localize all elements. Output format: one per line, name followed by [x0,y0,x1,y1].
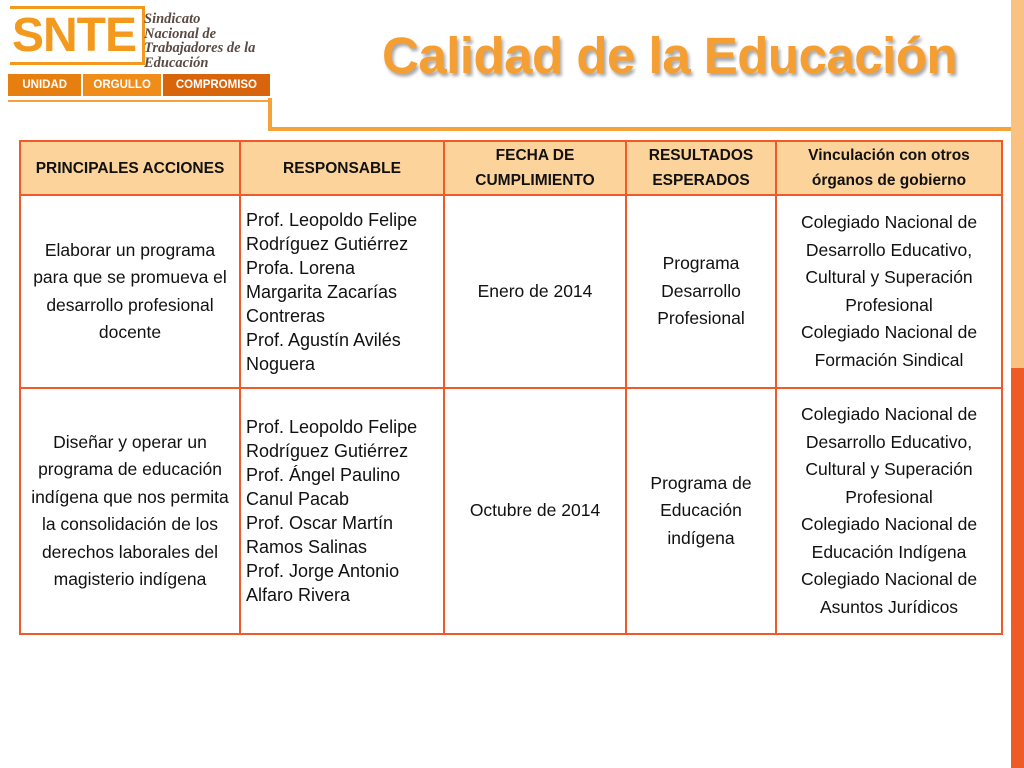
responsable-line: Prof. Jorge Antonio [246,561,400,581]
vinculacion-item: Colegiado Nacional de Desarrollo Educativo, Cultural y Superación Profesional [800,404,978,507]
table-row [20,388,1002,634]
slide-title: Calidad de la Educación [382,27,958,84]
responsable-line: Prof. Oscar Martín [246,513,394,533]
cell-resultado: Programa Desarrollo Profesional [626,195,776,388]
logo-name [144,12,255,70]
responsable-line: Canul Pacab [246,489,350,509]
responsable-line: Profa. Lorena [246,257,356,278]
header-fecha: FECHA DE CUMPLIMIENTO [444,141,626,195]
actions-table [19,140,1003,635]
responsable-line: Contreras [246,305,326,326]
logo-name-line: Nacional de [144,25,217,42]
cell-resultado: Programa de Educación indígena [626,388,776,634]
logo-motto-band [8,74,270,96]
responsable-line: Prof. Agustín Avilés [246,329,401,350]
vinculacion-item: Colegiado Nacional de Desarrollo Educativo, Cultural y Superación Profesional [800,212,978,315]
header-responsable: RESPONSABLE [240,141,444,195]
cell-accion: Diseñar y operar un programa de educación indígena que nos permita la consolidación de los derechos laborales del magisterio indígena [20,388,240,634]
responsable-line: Rodríguez Gutiérrez [246,233,409,254]
responsable-line: Noguera [246,353,316,374]
snte-logo [8,6,270,96]
responsable-line: Rodríguez Gutiérrez [246,441,409,461]
cell-fecha: Octubre de 2014 [444,388,626,634]
header-resultados: RESULTADOS ESPERADOS [626,141,776,195]
logo-mark [10,10,145,62]
right-accent-bar-dark [1011,368,1024,768]
table-row [20,195,1002,388]
header-acciones: PRINCIPALES ACCIONES [20,141,240,195]
responsable-line: Prof. Ángel Paulino [246,465,401,485]
vinculacion-item: Colegiado Nacional de Formación Sindical [800,322,978,370]
responsable-line: Prof. Leopoldo Felipe [246,417,418,437]
logo-name-line: Educación [144,54,209,71]
cell-fecha: Enero de 2014 [444,195,626,388]
table-header-row [20,141,1002,195]
responsable-line: Prof. Leopoldo Felipe [246,209,418,230]
cell-responsable [240,195,444,388]
header-divider-vertical [268,98,272,130]
header-divider-horizontal [268,127,1011,131]
vinculacion-item: Colegiado Nacional de Educación Indígena [800,514,978,562]
header-divider-thin [8,100,270,102]
vinculacion-item: Colegiado Nacional de Asuntos Jurídicos [800,569,978,617]
logo-name-line: Sindicato [144,11,201,27]
motto-unidad: UNIDAD [8,74,81,96]
logo-name-line: Trabajadores de la [144,40,256,56]
responsable-line: Margarita Zacarías [246,281,398,302]
cell-accion: Elaborar un programa para que se promueva el desarrollo profesional docente [20,195,240,388]
cell-vinculacion [776,195,1002,388]
right-accent-bar-light [1011,0,1024,368]
cell-responsable [240,388,444,634]
motto-orgullo: ORGULLO [81,74,160,96]
responsable-line: Ramos Salinas [246,537,368,557]
logo-mark-text: SNTE [10,6,145,65]
motto-compromiso: COMPROMISO [161,74,270,96]
cell-vinculacion [776,388,1002,634]
header-vinculacion: Vinculación con otros órganos de gobierno [776,141,1002,195]
responsable-line: Alfaro Rivera [246,585,351,605]
